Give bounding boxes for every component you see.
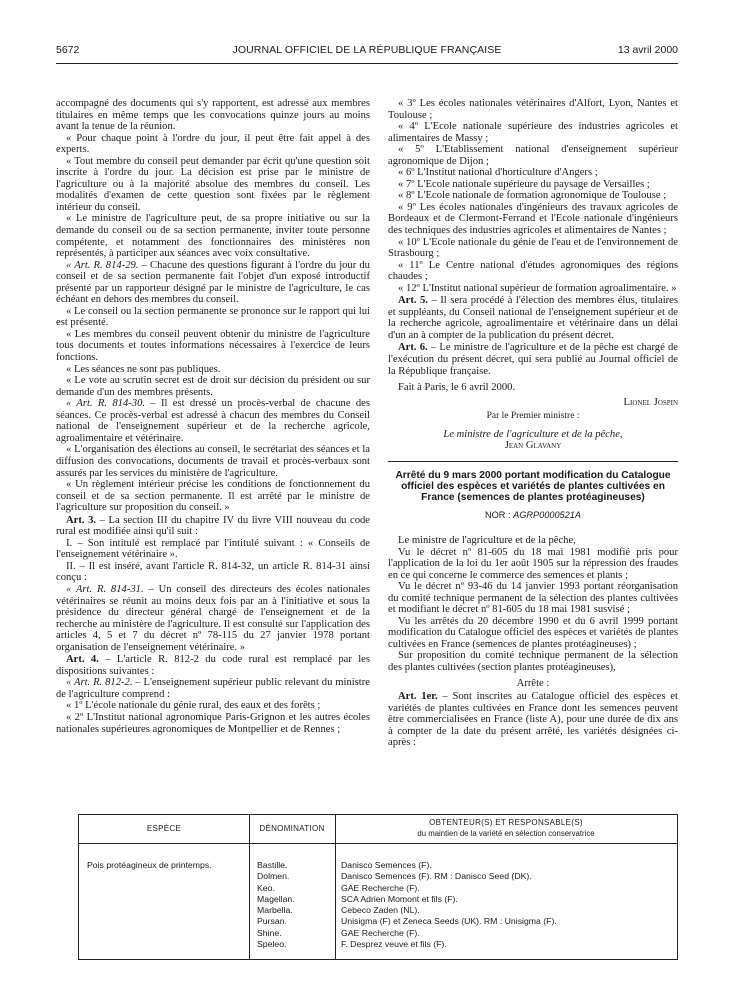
paragraph [56, 398, 370, 444]
paragraph [56, 213, 370, 259]
variety-obtenteur: GAE Recherche (F). [341, 882, 420, 893]
article-label: Art. 1er. [398, 691, 438, 703]
article-reference: « Art. R. 814-31. [66, 583, 144, 595]
variety-name: Speleo. [257, 939, 287, 950]
varieties-table [78, 814, 678, 960]
variety-name: Pursan. [257, 916, 287, 927]
paragraph [56, 712, 370, 735]
paragraph [56, 364, 370, 376]
header-obtenteurs: OBTENTEUR(S) ET RESPONSABLE(S) [429, 818, 583, 827]
paragraph [56, 306, 370, 329]
article-reference: « Art. R. 814-29. [66, 259, 139, 271]
article-label: Art. 5. [398, 295, 428, 307]
paragraph-text: « 10º L'Ecole nationale du génie de l'eau et de l'environnement de Strasbourg ; [388, 236, 678, 260]
paragraph [388, 98, 678, 121]
left-column [56, 98, 370, 735]
article-reference: « Art. R. 812-2. [66, 677, 133, 689]
paragraph-text: – L'enseignement supérieur public relevant du ministre de l'agriculture comprend : [56, 677, 370, 700]
journal-title: JOURNAL OFFICIEL DE LA RÉPUBLIQUE FRANÇAISE [232, 44, 502, 56]
paragraph-text: – Un conseil des directeurs des écoles nationales vétérinaires se réunit au moins deux fois par an à l'initiative et sous la présidence du directeur général chargé de l'enseignement et de la recherche au ministère de l'agriculture. Il est consulté sur l'application des articles 4, 5 et 7 du décret nº 78-115 du 27 janvier 1978 portant organisation de l'enseignement vétérinaire. » [56, 583, 370, 653]
paragraph-text: « 8º L'Ecole nationale de formation agronomique de Toulouse ; [398, 190, 667, 202]
paragraph [56, 98, 370, 133]
paragraph-text: « 3º Les écoles nationales vétérinaires d'Alfort, Lyon, Nantes et Toulouse ; [388, 98, 678, 121]
article [388, 342, 678, 377]
paragraph [56, 444, 370, 479]
paragraph-text: « Le vote au scrutin secret est de droit sur décision du président ou sur demande d'un des membres présents. [56, 375, 370, 398]
article-label: Art. 3. [66, 514, 97, 526]
paragraph-text: – L'article R. 812-2 du code rural est remplacé par les dispositions suivantes : [56, 654, 371, 677]
article [388, 295, 678, 341]
header-obtenteurs-sub: du maintien de la variété en sélection conservatrice [417, 829, 595, 838]
paragraph [388, 202, 678, 237]
arrete-title: Arrêté du 9 mars 2000 portant modification du Catalogue officiel des espèces et variétés de plantes cultivées en France (semences de plantes protéagineuses) [395, 469, 671, 504]
arrete-word: Arrête : [516, 677, 550, 689]
arrete-article-1 [388, 691, 678, 749]
arrete-paragraph: Vu le décret nº 81-605 du 18 mai 1981 modifié pris pour l'application de la loi du 1er août 1905 sur la répression des fraudes en ce qui concerne le commerce des semences et plants ; [388, 546, 678, 581]
article-reference: « Art. R. 814-30. [66, 398, 146, 410]
paragraph-text: « Le conseil ou la section permanente se prononce sur le rapport qui lui est présenté. [56, 305, 370, 329]
paragraph [388, 144, 678, 167]
nor-label: NOR : [484, 510, 511, 521]
minister-title: Le ministre de l'agriculture et de la pêche, [443, 428, 623, 440]
header-rule [56, 63, 678, 64]
section-separator [388, 461, 678, 462]
paragraph-text: I. – Son intitulé est remplacé par l'intitulé suivant : « Conseils de l'enseignement vétérinaire ». [56, 537, 370, 561]
article-label: Art. 6. [398, 342, 428, 354]
variety-name: Marbella. [257, 905, 293, 916]
minister-name: Jean Glavany [504, 440, 562, 452]
paragraph-text: – La section III du chapitre IV du livre VIII nouveau du code rural est modifiée ainsi qu'il suit : [56, 514, 370, 538]
paragraph-text: « 5º L'Etablissement national d'enseignement supérieur agronomique de Dijon ; [388, 144, 678, 167]
paragraph [56, 538, 370, 561]
variety-obtenteur: Unisigma (F) et Zeneca Seeds (UK). RM : Unisigma (F). [341, 916, 557, 927]
nor-value: AGRP0000521A [513, 510, 582, 521]
variety-name: Bastille. [257, 860, 288, 870]
paragraph [56, 329, 370, 364]
paragraph-text: « 9º Les écoles nationales d'ingénieurs des travaux agricoles de Bordeaux et de Clermont-Ferrand et l'Ecole nationale d'ingénieurs des techniques des industries agricoles et alimentaires de Nantes ; [388, 201, 678, 237]
paragraph-text: – Il sera procédé à l'élection des membres élus, titulaires et suppléants, du Conseil national de l'enseignement supérieur et de la recherche agricole, agroalimentaire et vétérinaire dans un délai d'un an à compter de la publication du présent décret. [388, 295, 678, 341]
variety-name: Dolmen. [257, 871, 290, 882]
paragraph-text: « Le ministre de l'agriculture peut, de sa propre initiative ou sur la demande du conseil ou de sa section permanente, inviter toute personne compétente, et notamment des fonctionnaires des ministères non représentés, à participer aux séances avec voix consultative. [56, 213, 370, 260]
arrete-paragraph: Vu le décret nº 93-46 du 14 janvier 1993 portant réorganisation du comité technique permanent de la sélection des plantes cultivées et modifiant le décret nº 81-605 du 18 mai 1981 susvisé ; [388, 581, 678, 616]
paragraph-text: « 6º L'Institut national d'horticulture d'Angers ; [398, 167, 598, 179]
paragraph-text: « 7º L'Ecole nationale supérieure du paysage de Versailles ; [398, 178, 650, 190]
paragraph-text: « Pour chaque point à l'ordre du jour, il peut être fait appel à des experts. [56, 132, 370, 156]
right-column [388, 98, 678, 749]
paragraph-text: « 12º L'Institut national supérieur de formation agroalimentaire. » [398, 282, 677, 294]
paragraph [56, 156, 370, 214]
paragraph [56, 677, 370, 700]
signature-place-date: Fait à Paris, le 6 avril 2000. [398, 382, 516, 394]
paragraph [56, 260, 370, 306]
paragraph-text: « Les membres du conseil peuvent obtenir du ministre de l'agriculture tous documents et toutes informations nécessaires à l'exercice de leurs fonctions. [56, 328, 370, 364]
paragraph [56, 584, 370, 653]
paragraph-text: « Les séances ne sont pas publiques. [66, 363, 221, 375]
paragraph [56, 479, 370, 514]
variety-name: Magellan. [257, 893, 295, 904]
paragraph [388, 283, 678, 295]
issue-date: 13 avril 2000 [617, 44, 678, 56]
arrete-paragraphs [388, 535, 678, 674]
variety-name: Shine. [257, 927, 282, 938]
paragraph-text: – Le ministre de l'agriculture et de la pêche est chargé de l'exécution du présent décret, qui sera publié au Journal officiel de la République française. [388, 342, 679, 377]
variety-obtenteur: Danisco Semences (F). RM : Danisco Seed (DK). [341, 871, 532, 882]
denomination-column [257, 860, 295, 950]
paragraph [388, 260, 678, 283]
paragraph [56, 561, 370, 584]
variety-obtenteur: SCA Adrien Momont et fils (F). [341, 893, 458, 904]
article-text: – Sont inscrites au Catalogue officiel des espèces et variétés de plantes cultivées en France dont les semences peuvent être commercialisées en France (liste A), pour une durée de dix ans à compter de la date du présent arrêté, les variétés désignées ci-après : [388, 691, 678, 749]
article-label: Art. 4. [66, 654, 99, 666]
page-header [56, 44, 678, 60]
paragraph-text: accompagné des documents qui s'y rapportent, est adressé aux membres titulaires en même temps que les convocations quinze jours au moins avant la tenue de la réunion. [56, 98, 370, 133]
paragraph-text: « L'organisation des élections au conseil, le secrétariat des séances et la diffusion des convocations, documents de travail et procès-verbaux sont assurés par les services du ministère de l'agriculture. [56, 444, 370, 479]
species-cell: Pois protéagineux de printemps. [87, 860, 212, 870]
arrete-paragraph: Le ministre de l'agriculture et de la pêche, [398, 535, 576, 547]
paragraph-text: – Il est dressé un procès-verbal de chacune des séances. Ce procès-verbal est adressé à chacun des membres du Conseil national de l'enseignement supérieur et de la recherche agricole, agroalimentaire et vétérinaire. [56, 398, 370, 444]
article [56, 654, 370, 677]
header-espece: ESPÈCE [146, 824, 182, 833]
page-number: 5672 [56, 44, 80, 56]
paragraph [56, 133, 370, 156]
paragraph [56, 700, 370, 712]
paragraph [388, 237, 678, 260]
column-divider [249, 815, 250, 959]
paragraph [388, 121, 678, 144]
premier-ministre-line: Par le Premier ministre : [486, 411, 580, 422]
article [56, 515, 370, 538]
variety-name: Keo. [257, 882, 275, 893]
paragraph-text: « Tout membre du conseil peut demander par écrit qu'une question soit inscrite à l'ordre du jour. La décision est prise par le ministre de l'agriculture ou à la majorité absolue des membres du conseil. Les modalités d'examen de cette question sont fixées par le règlement intérieur du conseil. [56, 155, 370, 213]
paragraph-text: « Un règlement intérieur précise les conditions de fonctionnement du conseil et de sa section permanente. Il est arrêté par le ministre de l'agriculture sur proposition du conseil. » [56, 479, 370, 514]
variety-obtenteur: Cebeco Zaden (NL). [341, 905, 420, 916]
obtenteur-column [341, 860, 557, 950]
paragraph-text: « 2º L'Institut national agronomique Paris-Grignon et les autres écoles nationales supérieures agronomiques de Montpellier et de Rennes ; [56, 711, 370, 735]
variety-obtenteur: GAE Recherche (F). [341, 927, 420, 938]
paragraph-text: – Chacune des questions figurant à l'ordre du jour du conseil et de sa section permanente fait l'objet d'un exposé introductif présenté par un rapporteur désigné par le ministre de l'agriculture, le cas échéant en dehors des membres du conseil. [56, 259, 370, 306]
paragraph [388, 179, 678, 191]
arrete-paragraph: Sur proposition du comité technique permanent de la sélection des plantes cultivées (section plantes protéagineuses), [388, 650, 678, 674]
variety-obtenteur: Danisco Semences (F). [341, 860, 432, 870]
paragraph [388, 167, 678, 179]
arrete-paragraph: Vu les arrêtés du 20 décembre 1990 et du 6 avril 1999 portant modification du Catalogue officiel des espèces et variétés de plantes cultivées en France (semences de plantes protéagineuses) ; [388, 615, 678, 650]
paragraph-text: II. – Il est inséré, avant l'article R. 814-32, un article R. 814-31 ainsi conçu : [56, 560, 370, 584]
paragraph-text: « 11º Le Centre national d'études agronomiques des régions chaudes ; [388, 259, 678, 283]
paragraph-text: « 4º L'Ecole nationale supérieure des industries agricoles et alimentaires de Massy ; [388, 121, 678, 144]
header-denomination: DÉNOMINATION [259, 824, 325, 833]
nor-reference [388, 510, 678, 522]
right-column-articles [388, 98, 678, 377]
variety-obtenteur: F. Desprez veuve et fils (F). [341, 939, 447, 950]
paragraph-text: « 1º L'école nationale du génie rural, des eaux et des forêts ; [66, 700, 321, 712]
paragraph [388, 190, 678, 202]
signatory-name: Lionel Jospin [623, 396, 678, 408]
paragraph [56, 375, 370, 398]
